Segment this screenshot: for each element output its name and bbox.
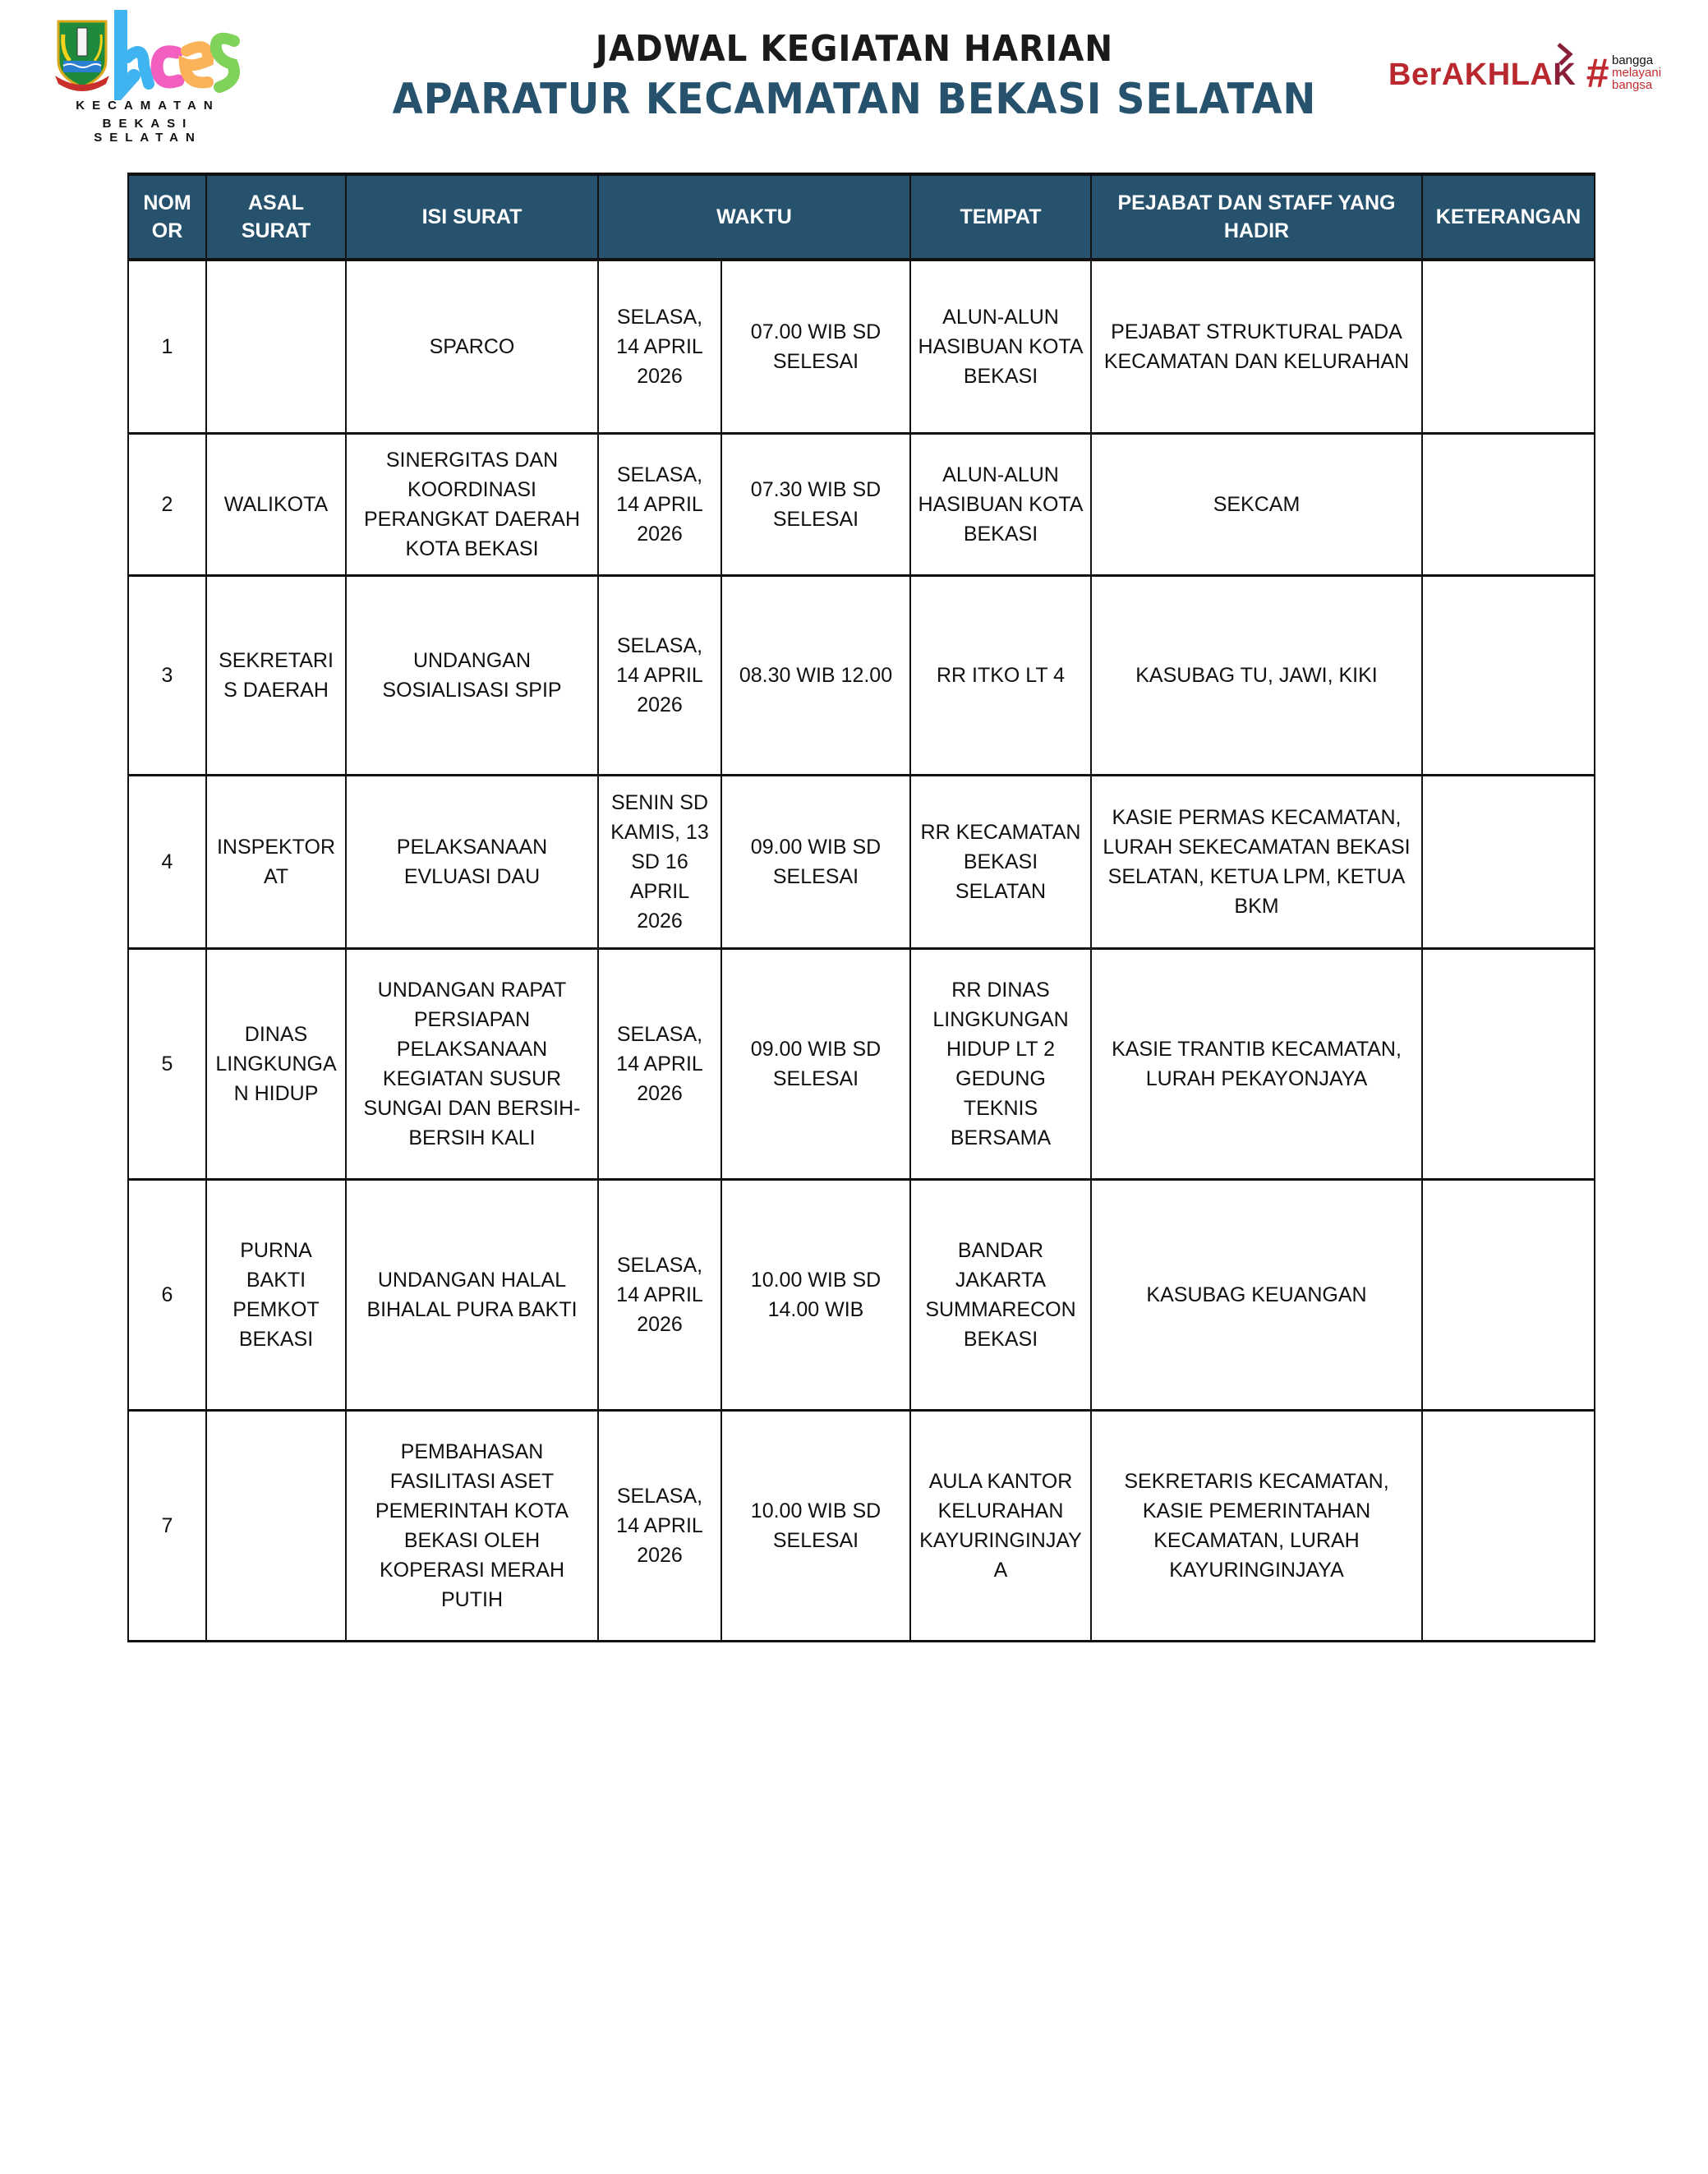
cell-pejabat: KASUBAG TU, JAWI, KIKI — [1091, 576, 1422, 776]
title-line-2: APARATUR KECAMATAN BEKASI SELATAN — [392, 75, 1317, 124]
berakhlak-wordmark — [1388, 58, 1576, 93]
slogan-line-3: bangsa — [1612, 78, 1653, 92]
table-row — [128, 576, 1595, 776]
cell-tanggal: SELASA, 14 APRIL 2026 — [598, 1411, 721, 1642]
cell-pejabat: SEKRETARIS KECAMATAN, KASIE PEMERINTAHAN KECAMATAN, LURAH KAYURINGINJAYA — [1091, 1411, 1422, 1642]
cell-tempat: ALUN-ALUN HASIBUAN KOTA BEKASI — [910, 434, 1091, 576]
cell-nomor: 5 — [128, 949, 206, 1180]
slogan — [1612, 54, 1661, 91]
table-header-row — [128, 174, 1595, 260]
cell-keterangan — [1422, 260, 1595, 434]
column-header-waktu: WAKTU — [598, 174, 910, 260]
cell-asal-surat — [206, 260, 346, 434]
table-row — [128, 1180, 1595, 1411]
cell-isi-surat: PELAKSANAAN EVLUASI DAU — [346, 776, 598, 949]
cell-keterangan — [1422, 1180, 1595, 1411]
hashtag-icon: # — [1586, 50, 1609, 96]
berakhlak-logo — [1388, 41, 1684, 107]
schedule-table — [127, 173, 1595, 1642]
title-line-1: JADWAL KEGIATAN HARIAN — [595, 28, 1114, 70]
column-header-asal-surat: ASAL SURAT — [206, 174, 346, 260]
cell-nomor: 1 — [128, 260, 206, 434]
cell-asal-surat — [206, 1411, 346, 1642]
column-header-isi-surat: ISI SURAT — [346, 174, 598, 260]
table-row — [128, 434, 1595, 576]
cell-tempat: RR ITKO LT 4 — [910, 576, 1091, 776]
logo-caption-bekasi-selatan: BEKASI SELATAN — [94, 117, 202, 145]
cell-tanggal: SENIN SD KAMIS, 13 SD 16 APRIL 2026 — [598, 776, 721, 949]
cell-jam: 10.00 WIB SD SELESAI — [721, 1411, 910, 1642]
cell-pejabat: KASUBAG KEUANGAN — [1091, 1180, 1422, 1411]
cell-keterangan — [1422, 434, 1595, 576]
logo-caption-kecamatan: KECAMATAN — [76, 99, 220, 113]
chevron-right-icon — [1555, 43, 1575, 67]
cell-jam: 08.30 WIB 12.00 — [721, 576, 910, 776]
cell-jam: 07.30 WIB SD SELESAI — [721, 434, 910, 576]
cell-asal-surat: PURNA BAKTI PEMKOT BEKASI — [206, 1180, 346, 1411]
cell-tanggal: SELASA, 14 APRIL 2026 — [598, 434, 721, 576]
cell-pejabat: KASIE PERMAS KECAMATAN, LURAH SEKECAMATAN BEKASI SELATAN, KETUA LPM, KETUA BKM — [1091, 776, 1422, 949]
table-row — [128, 949, 1595, 1180]
cell-tempat: ALUN-ALUN HASIBUAN KOTA BEKASI — [910, 260, 1091, 434]
cell-pejabat: PEJABAT STRUKTURAL PADA KECAMATAN DAN KELURAHAN — [1091, 260, 1422, 434]
cell-keterangan — [1422, 949, 1595, 1180]
cell-isi-surat: UNDANGAN HALAL BIHALAL PURA BAKTI — [346, 1180, 598, 1411]
cell-tempat: RR DINAS LINGKUNGAN HIDUP LT 2 GEDUNG TEKNIS BERSAMA — [910, 949, 1091, 1180]
cell-nomor: 6 — [128, 1180, 206, 1411]
column-header-nomor: NOMOR — [128, 174, 206, 260]
berakhlak-main: BerAKHLA — [1388, 58, 1554, 92]
cell-tanggal: SELASA, 14 APRIL 2026 — [598, 576, 721, 776]
column-header-keterangan: KETERANGAN — [1422, 174, 1595, 260]
kecamatan-logo — [45, 10, 251, 145]
berakhlak-tail: K — [1553, 58, 1577, 92]
cell-jam: 10.00 WIB SD 14.00 WIB — [721, 1180, 910, 1411]
cell-nomor: 2 — [128, 434, 206, 576]
cell-pejabat: KASIE TRANTIB KECAMATAN, LURAH PEKAYONJAYA — [1091, 949, 1422, 1180]
cell-asal-surat: DINAS LINGKUNGAN HIDUP — [206, 949, 346, 1180]
document-title — [345, 25, 1364, 125]
cell-tempat: RR KECAMATAN BEKASI SELATAN — [910, 776, 1091, 949]
cell-tanggal: SELASA, 14 APRIL 2026 — [598, 1180, 721, 1411]
cell-isi-surat: SINERGITAS DAN KOORDINASI PERANGKAT DAERAH KOTA BEKASI — [346, 434, 598, 576]
column-header-tempat: TEMPAT — [910, 174, 1091, 260]
cell-keterangan — [1422, 1411, 1595, 1642]
kota-bekasi-crest-icon — [53, 18, 111, 92]
cell-jam: 09.00 WIB SD SELESAI — [721, 949, 910, 1180]
cell-isi-surat: SPARCO — [346, 260, 598, 434]
cell-tanggal: SELASA, 14 APRIL 2026 — [598, 260, 721, 434]
cell-nomor: 7 — [128, 1411, 206, 1642]
cell-pejabat: SEKCAM — [1091, 434, 1422, 576]
cell-tanggal: SELASA, 14 APRIL 2026 — [598, 949, 721, 1180]
cell-isi-surat: UNDANGAN SOSIALISASI SPIP — [346, 576, 598, 776]
cell-keterangan — [1422, 576, 1595, 776]
column-header-pejabat: PEJABAT DAN STAFF YANG HADIR — [1091, 174, 1422, 260]
cell-nomor: 4 — [128, 776, 206, 949]
kces-wordmark-icon — [111, 10, 242, 100]
cell-isi-surat: PEMBAHASAN FASILITASI ASET PEMERINTAH KOTA BEKASI OLEH KOPERASI MERAH PUTIH — [346, 1411, 598, 1642]
cell-asal-surat: WALIKOTA — [206, 434, 346, 576]
slogan-line-1: bangga — [1612, 53, 1654, 67]
cell-tempat: AULA KANTOR KELURAHAN KAYURINGINJAYA — [910, 1411, 1091, 1642]
cell-jam: 07.00 WIB SD SELESAI — [721, 260, 910, 434]
cell-keterangan — [1422, 776, 1595, 949]
table-row — [128, 776, 1595, 949]
slogan-line-2: melayani — [1612, 66, 1662, 80]
cell-tempat: BANDAR JAKARTA SUMMARECON BEKASI — [910, 1180, 1091, 1411]
table-row — [128, 260, 1595, 434]
cell-asal-surat: SEKRETARIS DAERAH — [206, 576, 346, 776]
cell-asal-surat: INSPEKTORAT — [206, 776, 346, 949]
cell-jam: 09.00 WIB SD SELESAI — [721, 776, 910, 949]
cell-isi-surat: UNDANGAN RAPAT PERSIAPAN PELAKSANAAN KEGIATAN SUSUR SUNGAI DAN BERSIH-BERSIH KALI — [346, 949, 598, 1180]
cell-nomor: 3 — [128, 576, 206, 776]
table-row — [128, 1411, 1595, 1642]
